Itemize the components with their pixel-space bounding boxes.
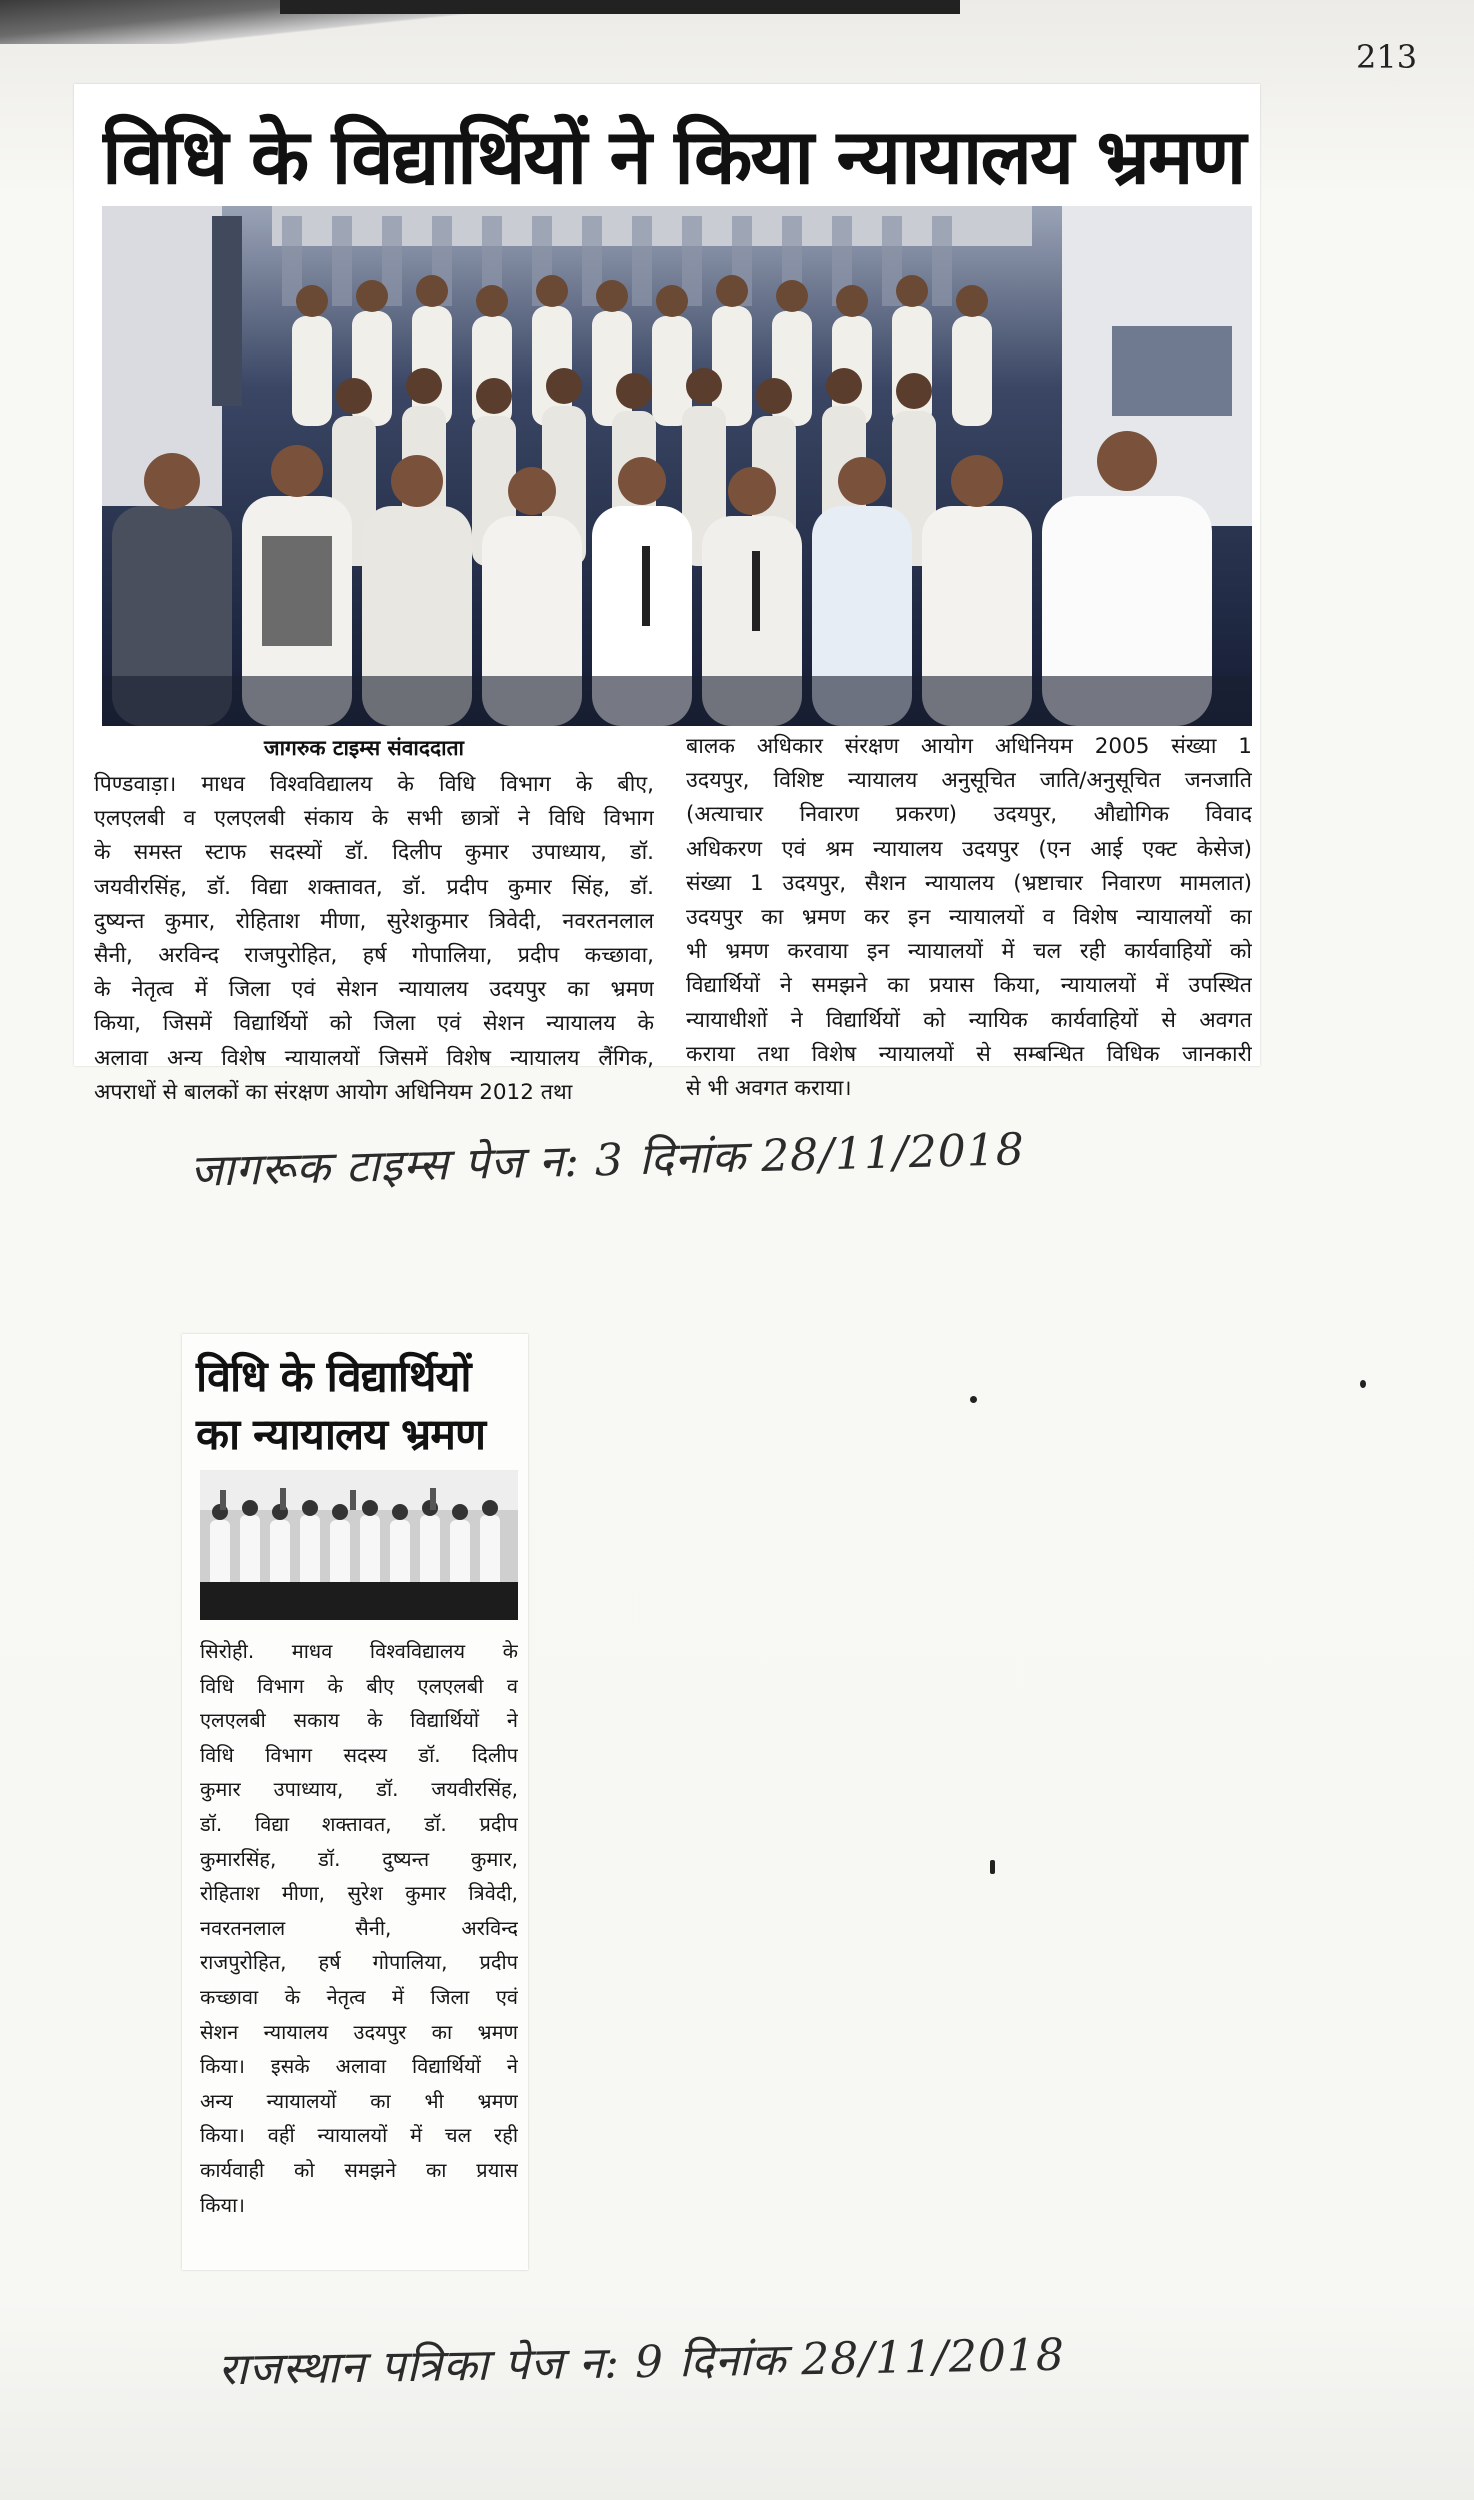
article-line: सेशन न्यायालय उदयपुर का भ्रमण xyxy=(200,2019,518,2044)
article-line: किया, जिसमें विद्यार्थियों को जिला एवं सेशन न्यायालय के xyxy=(94,1011,654,1037)
article-line: नवरतनलाल सैनी, अरविन्द xyxy=(200,1915,518,1940)
article-line: रोहिताश मीणा, सुरेश कुमार त्रिवेदी, xyxy=(200,1881,518,1906)
article-line: विद्यार्थियों ने समझने का प्रयास किया, न्यायालयों में उपस्थित xyxy=(686,973,1252,999)
article-line: के नेतृत्व में जिला एवं सेशन न्यायालय उदयपुर का भ्रमण xyxy=(94,977,654,1003)
group-photo-students xyxy=(102,206,1252,726)
clipping-1-byline: जागरुक टाइम्स संवाददाता xyxy=(264,736,464,760)
article-line: किया। वहीं न्यायालयों में चल रही xyxy=(200,2123,518,2148)
article-line: दुष्यन्त कुमार, रोहिताश मीणा, सुरेशकुमार त्रिवेदी, नवरतनलाल xyxy=(94,908,654,934)
scan-speck xyxy=(970,1396,977,1403)
clipping-1-headline: विधि के विद्यार्थियों ने किया न्यायालय भ्रमण xyxy=(102,112,1245,201)
handwritten-caption-2: राजस्थान पत्रिका पेज न: 9 दिनांक 28/11/2018 xyxy=(217,2329,1066,2396)
article-line: से भी अवगत कराया। xyxy=(686,1076,852,1102)
newspaper-clipping-jagruk-times xyxy=(74,84,1260,1105)
article-line: के समस्त स्टाफ सदस्यों डॉ. दिलीप कुमार उपाध्याय, डॉ. xyxy=(94,840,654,866)
article-line: अन्य न्यायालयों का भी भ्रमण xyxy=(200,2088,518,2113)
article-line: किया। इसके अलावा विद्यार्थियों ने xyxy=(200,2054,518,2079)
article-line: किया। xyxy=(200,2192,245,2217)
article-line: पिण्डवाड़ा। माधव विश्वविद्यालय के विधि विभाग के बीए, xyxy=(94,772,654,797)
article-line: राजपुरोहित, हर्ष गोपालिया, प्रदीप xyxy=(200,1950,518,1975)
article-line: कुमारसिंह, डॉ. दुष्यन्त कुमार, xyxy=(200,1846,518,1871)
handwritten-caption-1: जागरूक टाइम्स पेज न: 3 दिनांक 28/11/2018 xyxy=(189,1124,1026,1197)
scan-speck xyxy=(1360,1380,1366,1388)
article-line: जयवीरसिंह, डॉ. विद्या शक्तावत, डॉ. प्रदीप कुमार सिंह, डॉ. xyxy=(94,874,654,900)
article-line: अपराधों से बालकों का संरक्षण आयोग अधिनियम 2012 तथा xyxy=(94,1079,573,1105)
article-line: डॉ. विद्या शक्तावत, डॉ. प्रदीप xyxy=(200,1811,518,1836)
clipping-2-headline xyxy=(196,1348,526,1464)
page-number: 213 xyxy=(1356,38,1418,76)
article-line: बालक अधिकार संरक्षण आयोग अधिनियम 2005 संख्या 1 xyxy=(686,734,1252,759)
group-photo-students-small xyxy=(200,1470,518,1620)
article-line: एलएलबी सकाय के विद्यार्थियों ने xyxy=(200,1708,518,1733)
headline-line: का न्यायालय भ्रमण xyxy=(196,1410,486,1460)
article-line: (अत्याचार निवारण प्रकरण) उदयपुर, औद्योगिक विवाद xyxy=(686,802,1252,828)
newspaper-clipping-rajasthan-patrika xyxy=(182,1334,528,2270)
article-line: भी भ्रमण करवाया इन न्यायालयों में चल रही कार्यवाहियों को xyxy=(686,939,1252,965)
article-line: विधि विभाग के बीए एलएलबी व xyxy=(200,1673,518,1698)
article-line: कार्यवाही को समझने का प्रयास xyxy=(200,2157,518,2182)
article-line: सिरोही. माधव विश्वविद्यालय के xyxy=(200,1639,518,1663)
article-line: विधि विभाग सदस्य डॉ. दिलीप xyxy=(200,1742,518,1767)
scan-speck xyxy=(990,1860,995,1874)
clipping-1-left-column xyxy=(94,768,654,1110)
article-line: एलएलबी व एलएलबी संकाय के सभी छात्रों ने विधि विभाग xyxy=(94,806,654,832)
article-line: कराया तथा विशेष न्यायालयों से सम्बन्धित विधिक जानकारी xyxy=(686,1041,1252,1067)
article-line: उदयपुर, विशिष्ट न्यायालय अनुसूचित जाति/अनुसूचित जनजाति xyxy=(686,768,1252,794)
article-line: सैनी, अरविन्द राजपुरोहित, हर्ष गोपालिया, प्रदीप कच्छावा, xyxy=(94,943,654,969)
article-line: संख्या 1 उदयपुर, सैशन न्यायालय (भ्रष्टाचार निवारण मामलात) xyxy=(686,870,1252,896)
article-line: कुमार उपाध्याय, डॉ. जयवीरसिंह, xyxy=(200,1777,518,1802)
article-line: अधिकरण एवं श्रम न्यायालय उदयपुर (एन आई एक्ट केसेज) xyxy=(686,836,1252,862)
headline-line: विधि के विद्यार्थियों xyxy=(196,1352,471,1402)
article-line: कच्छावा के नेतृत्व में जिला एवं xyxy=(200,1984,518,2009)
clipping-2-body xyxy=(200,1634,518,2222)
article-line: अलावा अन्य विशेष न्यायालयों जिसमें विशेष न्यायालय लैंगिक, xyxy=(94,1045,654,1071)
article-line: उदयपुर का भ्रमण कर इन न्यायालयों व विशेष न्यायालयों का xyxy=(686,905,1252,931)
article-line: न्यायाधीशों ने विद्यार्थियों को न्यायिक कार्यवाहियों से अवगत xyxy=(686,1007,1252,1033)
clipping-1-right-column xyxy=(686,730,1252,1106)
scan-edge-dark-band xyxy=(280,0,960,14)
